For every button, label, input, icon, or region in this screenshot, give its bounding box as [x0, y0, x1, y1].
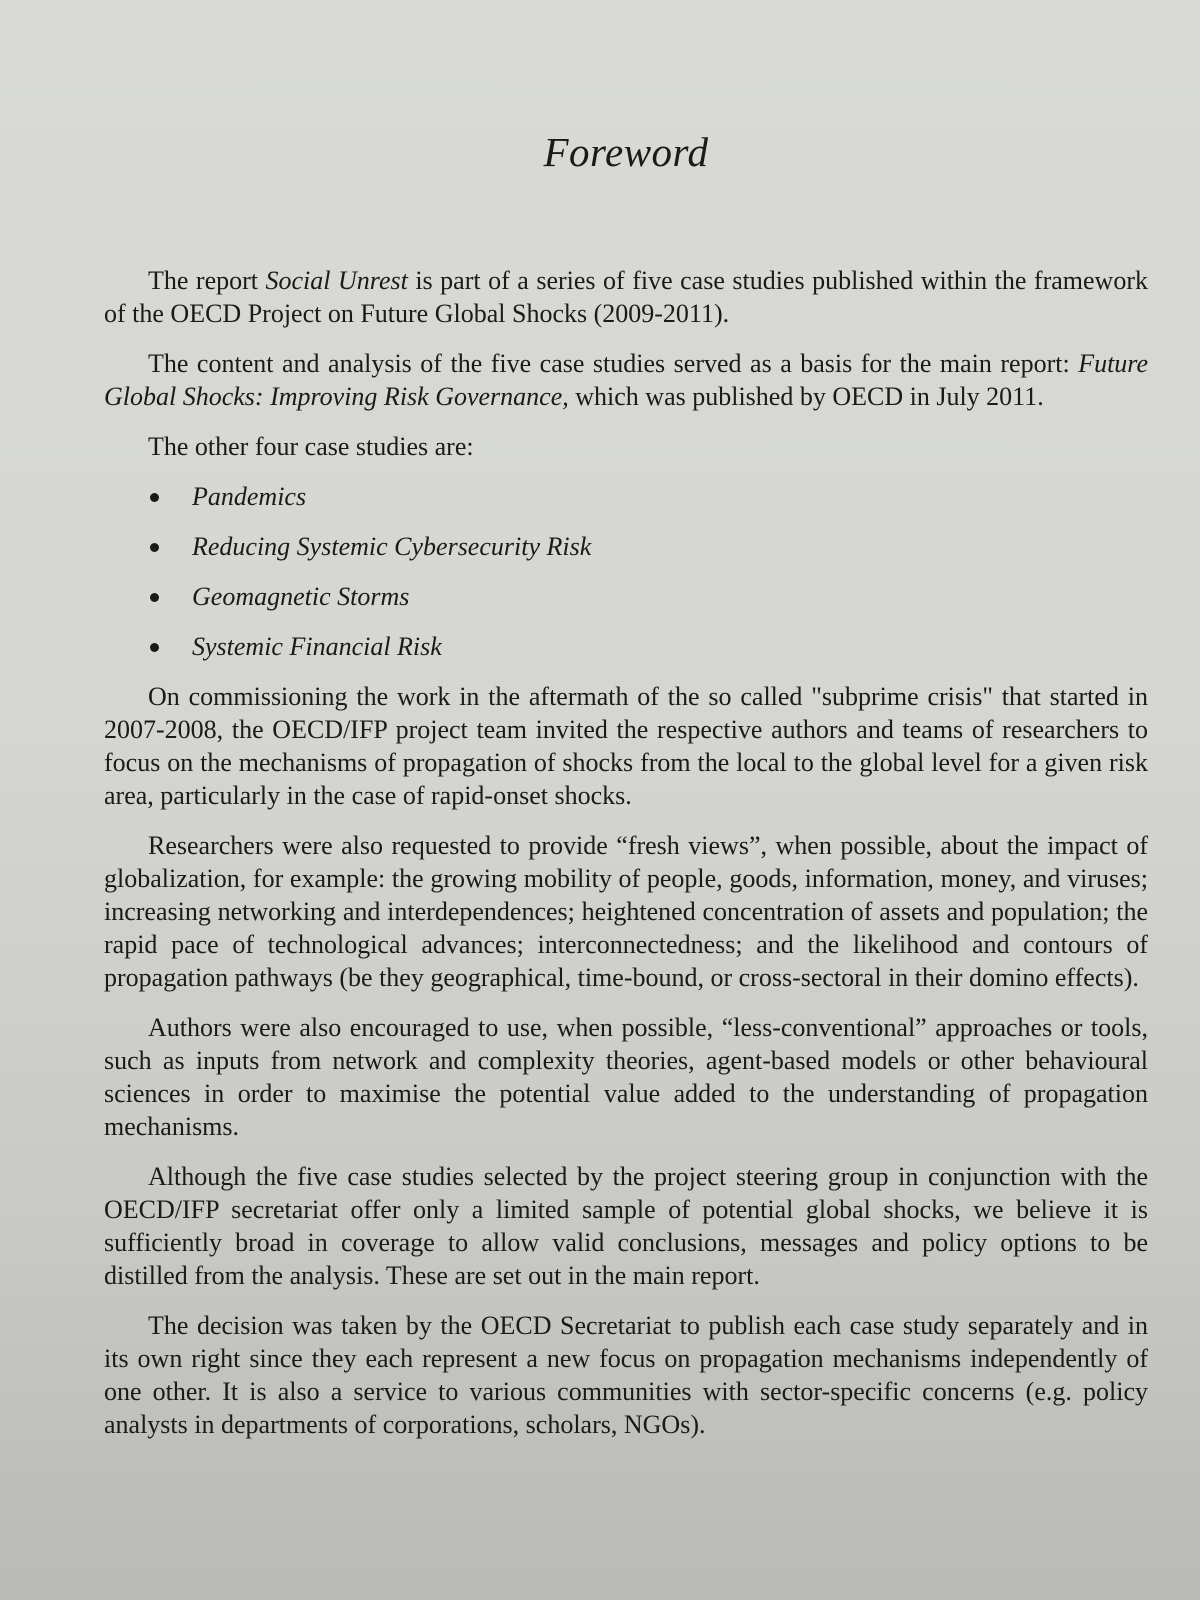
- case-study-title: Geomagnetic Storms: [192, 582, 410, 611]
- main-report-text-after: which was published by OECD in July 2011.: [568, 382, 1044, 411]
- paragraph-intro: [104, 264, 1148, 330]
- list-intro: The other four case studies are:: [148, 432, 474, 461]
- list-item: [150, 630, 1148, 663]
- paragraph-sample: Although the five case studies selected by the project steering group in conjunction with the OECD/IFP secretariat offer only a limited sample of potential global shocks, we believe it is sufficiently broad in coverage to allow valid conclusions, messages and policy options to be distilled from the analysis. These are set out in the main report.: [104, 1162, 1148, 1290]
- case-study-title: Reducing Systemic Cybersecurity Risk: [192, 532, 592, 561]
- report-title-social-unrest: Social Unrest: [265, 266, 408, 295]
- bullet-icon: [150, 543, 159, 552]
- bullet-icon: [150, 493, 159, 502]
- case-study-list: [104, 480, 1148, 663]
- list-item: [150, 530, 1148, 563]
- bullet-icon: [150, 593, 159, 602]
- case-study-title: Systemic Financial Risk: [192, 632, 442, 661]
- paragraph-approaches: Authors were also encouraged to use, when possible, “less-conventional” approaches or tools, such as inputs from network and complexity theories, agent-based models or other behavioural sciences in order to maximise the potential value added to the understanding of propagation mechanisms.: [104, 1013, 1148, 1141]
- paragraph-fresh-views: Researchers were also requested to provide “fresh views”, when possible, about the impact of globalization, for example: the growing mobility of people, goods, information, money, and viruses; increasing networking and interdependences; heightened concentration of assets and population; the rapid pace of technological advances; interconnectedness; and the likelihood and contours of propagation pathways (be they geographical, time-bound, or cross-sectoral in their domino effects).: [104, 831, 1148, 992]
- list-item: [150, 480, 1148, 513]
- paragraph-decision: The decision was taken by the OECD Secretariat to publish each case study separately and in its own right since they each represent a new focus on propagation mechanisms independently of one other. It is also a service to various communities with sector-specific concerns (e.g. policy analysts in departments of corporations, scholars, NGOs).: [104, 1311, 1148, 1439]
- list-item: [150, 580, 1148, 613]
- bullet-icon: [150, 643, 159, 652]
- paragraph-commissioning: On commissioning the work in the aftermath of the so called "subprime crisis" that started in 2007-2008, the OECD/IFP project team invited the respective authors and teams of researchers to focus on the mechanisms of propagation of shocks from the local to the global level for a given risk area, particularly in the case of rapid-onset shocks.: [104, 682, 1148, 810]
- case-study-title: Pandemics: [192, 482, 307, 511]
- main-report-text-before: The content and analysis of the five case studies served as a basis for the main report:: [148, 349, 1079, 378]
- intro-text-after: is part of a series of five case studies published within the framework of the OECD Project on Future Global Shocks (2009-2011).: [104, 266, 1148, 328]
- main-report-title: Future Global Shocks: Improving Risk Governance,: [104, 349, 1148, 411]
- paragraph-main-report: [104, 347, 1148, 413]
- page-title: Foreword: [543, 129, 709, 175]
- intro-text-before: The report: [148, 266, 266, 295]
